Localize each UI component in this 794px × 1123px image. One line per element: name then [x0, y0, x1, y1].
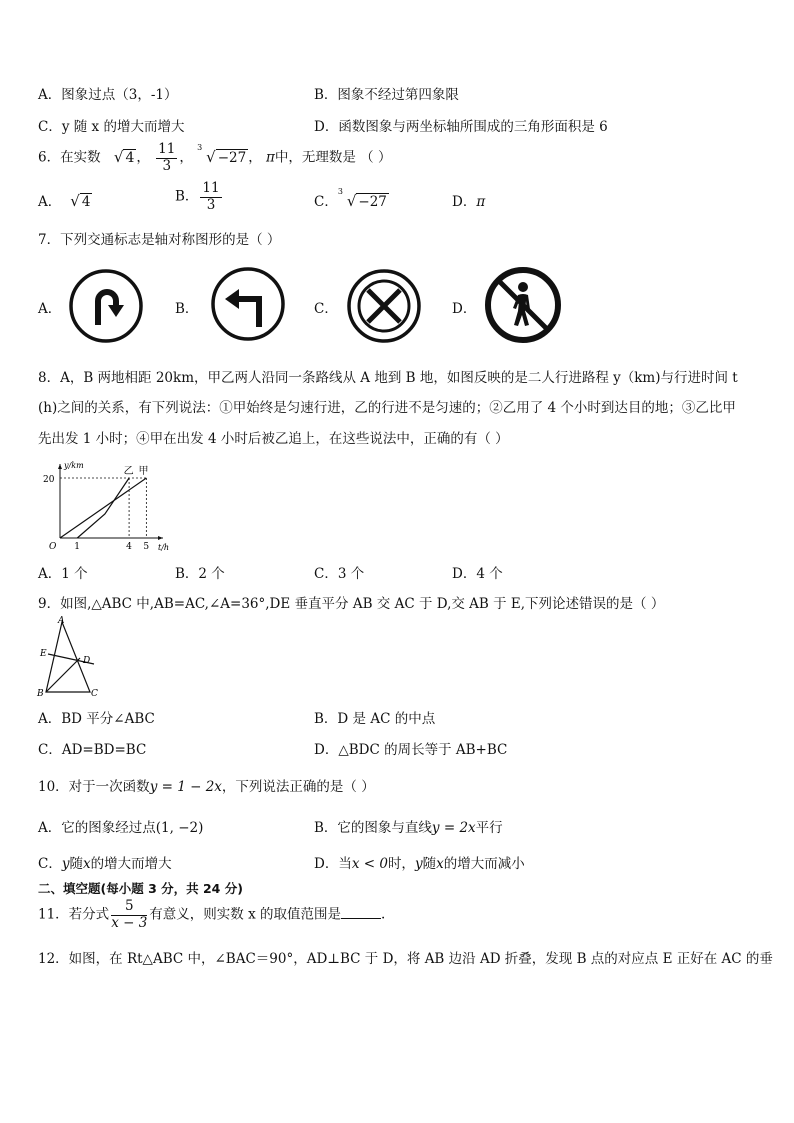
q6-option-a: A． √ 4	[38, 192, 91, 210]
x-tick-label-1: 1	[74, 542, 81, 552]
q10-option-d: D．当x < 0时，y随x的增大而减小	[314, 856, 525, 872]
q6-stem: 6．在实数 √ 4 ， $\frac{11}{3}$ ， 3 √ −27 ， π中，无理数是 （ ）	[38, 141, 392, 174]
q9-option-d: D．△BDC 的周长等于 AB+BC	[314, 742, 508, 758]
q9-option-c: C．AD=BD=BC	[38, 742, 147, 758]
series-line-jia	[60, 478, 146, 538]
q11-stem: 11．若分式 $\frac{5}{x - 3}$ 有意义，则实数 x 的取值范围是 .	[38, 898, 386, 931]
q7-label-c: C．	[314, 301, 338, 317]
q6-stem-post: 中，无理数是 （ ）	[274, 149, 392, 166]
x-tick-label-5: 5	[143, 542, 150, 552]
q6-sqrt4: √ 4	[113, 147, 135, 166]
series-label-yi: 乙	[123, 466, 134, 477]
q12-stem: 12．如图，在 Rt△ABC 中，∠BAC＝90°，AD⊥BC 于 D，将 AB 边沿 AD 折叠，发现 B 点的对应点 E 正好在 AC 的垂	[38, 951, 773, 967]
q9-label-e: E	[40, 649, 47, 659]
q9-stem: 9．如图,△ABC 中,AB=AC,∠A=36°,DE 垂直平分 AB 交 AC 于 D,交 AB 于 E,下列论述错误的是（ ）	[38, 596, 665, 612]
q6-option-b: B． $\frac{11}{3}$	[175, 180, 220, 213]
q6-option-d: D．π	[452, 194, 486, 210]
q6-option-c: C． 3 √ −27	[314, 187, 387, 210]
q6-fraction: $\frac{11}{3}$	[158, 141, 176, 174]
q6-cube-root: 3 √ −27	[197, 142, 247, 166]
q8-line-2: (h)之间的关系，有下列说法：①甲始终是匀速行进，乙的行进不是匀速的；②乙用了 4 个小时到达目的地；③乙比甲	[38, 400, 736, 416]
q8-option-c: C．3 个	[314, 566, 365, 582]
q8-option-d: D．4 个	[452, 566, 503, 582]
q6-pi: π	[266, 149, 275, 166]
no-pedestrians-sign-icon	[483, 265, 563, 345]
q11-answer-blank	[341, 918, 381, 919]
u-turn-sign-icon	[67, 267, 145, 345]
q10-function: y = 1 − 2x	[149, 779, 222, 795]
left-turn-sign-icon	[209, 265, 287, 343]
q5-option-d: D．函数图象与两坐标轴所围成的三角形面积是 6	[314, 119, 608, 135]
q8-line-1: 8．A，B 两地相距 20km，甲乙两人沿同一条路线从 A 地到 B 地，如图反映的是二人行进路程 y（km)与行进时间 t	[38, 370, 738, 386]
x-tick-label-4: 4	[126, 542, 132, 552]
q7-label-b: B．	[175, 301, 199, 317]
q7-label-a: A．	[38, 301, 62, 317]
q9-label-c: C	[91, 689, 98, 699]
q9-option-a: A．BD 平分∠ABC	[38, 711, 155, 727]
q9-option-b: B．D 是 AC 的中点	[314, 711, 436, 727]
origin-label: O	[49, 542, 57, 552]
q7-stem: 7．下列交通标志是轴对称图形的是（ ）	[38, 232, 281, 248]
q8-distance-time-chart	[40, 460, 170, 552]
q5-option-b: B．图象不经过第四象限	[314, 87, 459, 103]
q10-option-a: A．它的图象经过点(1, −2)	[38, 820, 204, 836]
y-axis-label: y/km	[64, 461, 84, 470]
q8-option-b: B．2 个	[175, 566, 225, 582]
q5-option-a: A．图象过点（3，-1）	[38, 87, 178, 103]
no-entry-cross-sign-icon	[345, 267, 423, 345]
q10-option-c: C．y随x的增大而增大	[38, 856, 172, 872]
q7-label-d: D．	[452, 301, 477, 317]
q10-option-b: B．它的图象与直线y = 2x平行	[314, 820, 503, 836]
q8-option-a: A．1 个	[38, 566, 88, 582]
q9-label-b: B	[37, 689, 44, 699]
q9-triangle-figure	[36, 616, 104, 700]
x-axis-arrow	[158, 536, 163, 540]
q9-label-a: A	[58, 616, 65, 626]
y-tick-label: 20	[43, 475, 55, 485]
q8-line-3: 先出发 1 小时；④甲在出发 4 小时后被乙追上，在这些说法中，正确的有（ ）	[38, 431, 509, 447]
q9-label-d: D	[83, 656, 91, 666]
y-axis-arrow	[58, 464, 62, 469]
section-2-heading: 二、填空题(每小题 3 分，共 24 分)	[38, 881, 243, 896]
q5-option-c: C．y 随 x 的增大而增大	[38, 119, 185, 135]
q10-stem: 10．对于一次函数y = 1 − 2x，下列说法正确的是（ ）	[38, 779, 375, 795]
series-label-jia: 甲	[138, 466, 149, 477]
q6-stem-pre: 6．在实数	[38, 149, 101, 166]
x-axis-label: t/h	[158, 543, 170, 552]
